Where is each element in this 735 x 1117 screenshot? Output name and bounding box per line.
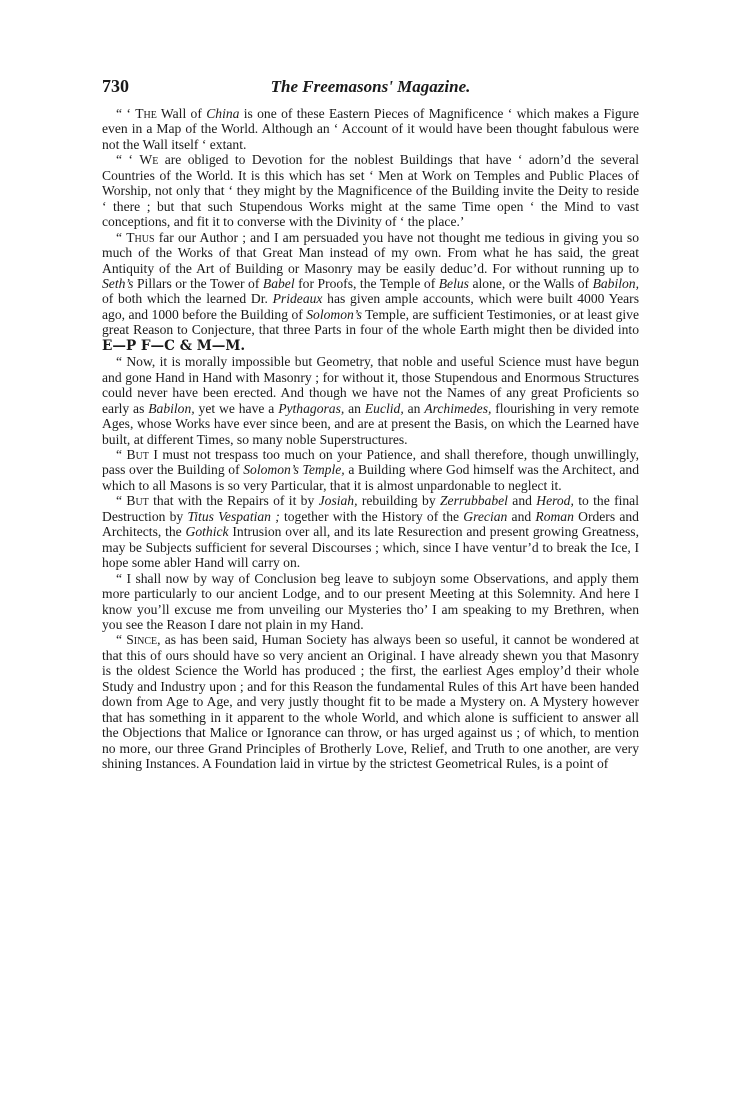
small-caps-text: But [126,446,149,462]
italic-text: Zerrubbabel [439,493,508,509]
text-run: are obliged to Devotion for the noblest Buildings that have ‘ adorn’d the several Countries of the World. It is this which has set ‘ Men at Work on Temples and Public Places of Worship, not only that ‘ they might by the Magnificence of the Building invite the Deity to reside ‘ there ; but that such Stupendous Works might at the same Time open ‘ the Mind to vast conceptions, and fit it to converse with the Divinity of ‘ the place.’ [102,152,639,230]
text-run: for Proofs, the Temple of [294,275,439,291]
text-run: and [507,508,536,524]
paragraph [102,493,639,570]
italic-text: Seth’s [102,275,134,291]
small-caps-text: The [135,106,157,121]
text-run: an [344,400,365,416]
italic-text: Josiah, [318,493,358,509]
small-caps-text: We [139,152,159,168]
text-run: “ Now, it is morally impossible but Geometry, that noble and useful Science must have begun and gone Hand in Hand with Masonry ; for without it, those Stupendous and Enormous Structures could never have been erected. And though we have not the Names of any great Proficients so early as [102,354,639,416]
paragraph [102,354,639,447]
italic-text: Solomon’s Temple, [243,462,345,478]
text-run: is one of these Eastern Pieces of Magnificence ‘ which makes a Figure even in a Map of the World. Although an ‘ Account of it would have been thought fabulous were not the Wall itself ‘ extant. [102,106,640,152]
italic-text: Archimedes, [424,400,492,416]
page-header [102,76,639,106]
blackletter-text: E—P F—C & M—M. [102,337,246,354]
text-run: “ [116,493,127,509]
page-number: 730 [102,76,129,96]
text-run: Pillars or the Tower of [133,275,263,291]
italic-text: Babilon, [148,400,195,416]
text-run: and [507,493,537,509]
italic-text: Titus Vespatian ; [187,508,280,524]
italic-text: Solomon’s [306,306,362,322]
text-run: to the final Destruction by [102,493,639,524]
text-run: Wall of [156,106,207,121]
paragraph [102,152,639,229]
text-run: far our Author ; and I am persuaded you have not thought me tedious in giving you so much of the Works of that Great Man instead of my own. From what he has said, the great Antiquity of the Art of Building or Masonry may be easily deduc’d. For without running up to [102,229,639,276]
italic-text: Pythagoras, [278,400,345,416]
magazine-page [102,76,639,771]
text-run: a Building where God himself was the Architect, and which to all Masons is so very Particular, that it is almost unpardonable to neglect it. [102,462,639,493]
paragraph [102,447,639,493]
italic-text: Belus [438,275,469,291]
body-text [102,106,639,771]
italic-text: China [206,106,240,121]
italic-text: Babel [262,275,295,291]
text-run: an [403,400,425,416]
small-caps-text: Since [126,632,158,648]
paragraph [102,106,639,152]
italic-text: Roman [535,508,574,524]
text-run: “ I shall now by way of Conclusion beg leave to subjoyn some Observations, and apply them more particularly to our ancient Lodge, and to our present Meeting at this Solemnity. And here I know you’ll excuse me from unveiling our Mysteries tho’ I am speaking to my Brethren, when you see the Reason I dare not plain in my Hand. [102,570,639,632]
italic-text: Euclid, [364,400,404,416]
text-run: has given ample accounts, which were built 4000 Years ago, and 1000 before the Building of [102,291,639,322]
italic-text: Grecian [463,508,508,524]
italic-text: Gothick [185,524,229,540]
text-run: rebuilding by [357,493,440,509]
text-run: Orders and Architects, the [102,508,639,540]
text-run: “ [116,632,127,648]
text-run: of both which the learned Dr. [102,291,273,307]
text-run: flourishing in very remote Ages, whose Works have ever since been, and are at present the Basis, on which the Learned have built, at different Times, so many noble Superstructures. [102,400,639,447]
paragraph [102,571,639,633]
small-caps-text: But [126,493,149,509]
text-run: that with the Repairs of it by [148,493,319,509]
italic-text: Prideaux [272,291,323,307]
text-run: alone, or the Walls of [468,275,593,291]
text-run: I must not trespass too much on your Patience, and shall therefore, though unwillingly, pass over the Building of [102,446,639,478]
text-run: yet we have a [194,400,279,416]
small-caps-text: Thus [126,229,155,245]
text-run: “ ‘ [116,106,136,121]
text-run: Intrusion over all, and its late Resurection and present growing Greatness, may be Subjects sufficient for several Discourses ; which, since I have ventur’d to break the Ice, I hope some abler Hand will carry on. [102,524,639,571]
italic-text: Herod, [536,493,574,509]
text-run: “ [116,446,127,462]
text-run: together with the History of the [279,508,464,524]
running-title: The Freemasons' Magazine. [270,77,471,96]
paragraph [102,632,639,771]
text-run: Temple, are sufficient Testimonies, or at least give great Reason to Conjecture, that three Parts in four of the whole Earth might then be divided into [102,306,639,338]
italic-text: Babilon, [592,275,640,291]
text-run: “ ‘ [116,152,140,168]
text-run: , as has been said, Human Society has always been so useful, it cannot be wondered at that this of ours should have so very ancient an Original. I have already shewn you that Masonry is the oldest Science the World has produced ; the first, the earliest Ages employ’d their whole Study and Industry upon ; and for this Reason the fundamental Rules of this Art have been handed down from Age to Age, and very justly thought fit to be made a Mystery on. A Mystery however that has something in it apparent to the whole World, and which alone is sufficient to answer all the Objections that Malice or Ignorance can throw, or has urged against us ; of which, to mention no more, our three Grand Principles of Brotherly Love, Relief, and Truth to one another, are very shining Instances. A Foundation laid in virtue by the strictest Geometrical Rules, is a point of [102,632,640,772]
text-run: “ [116,229,127,245]
paragraph [102,230,639,355]
